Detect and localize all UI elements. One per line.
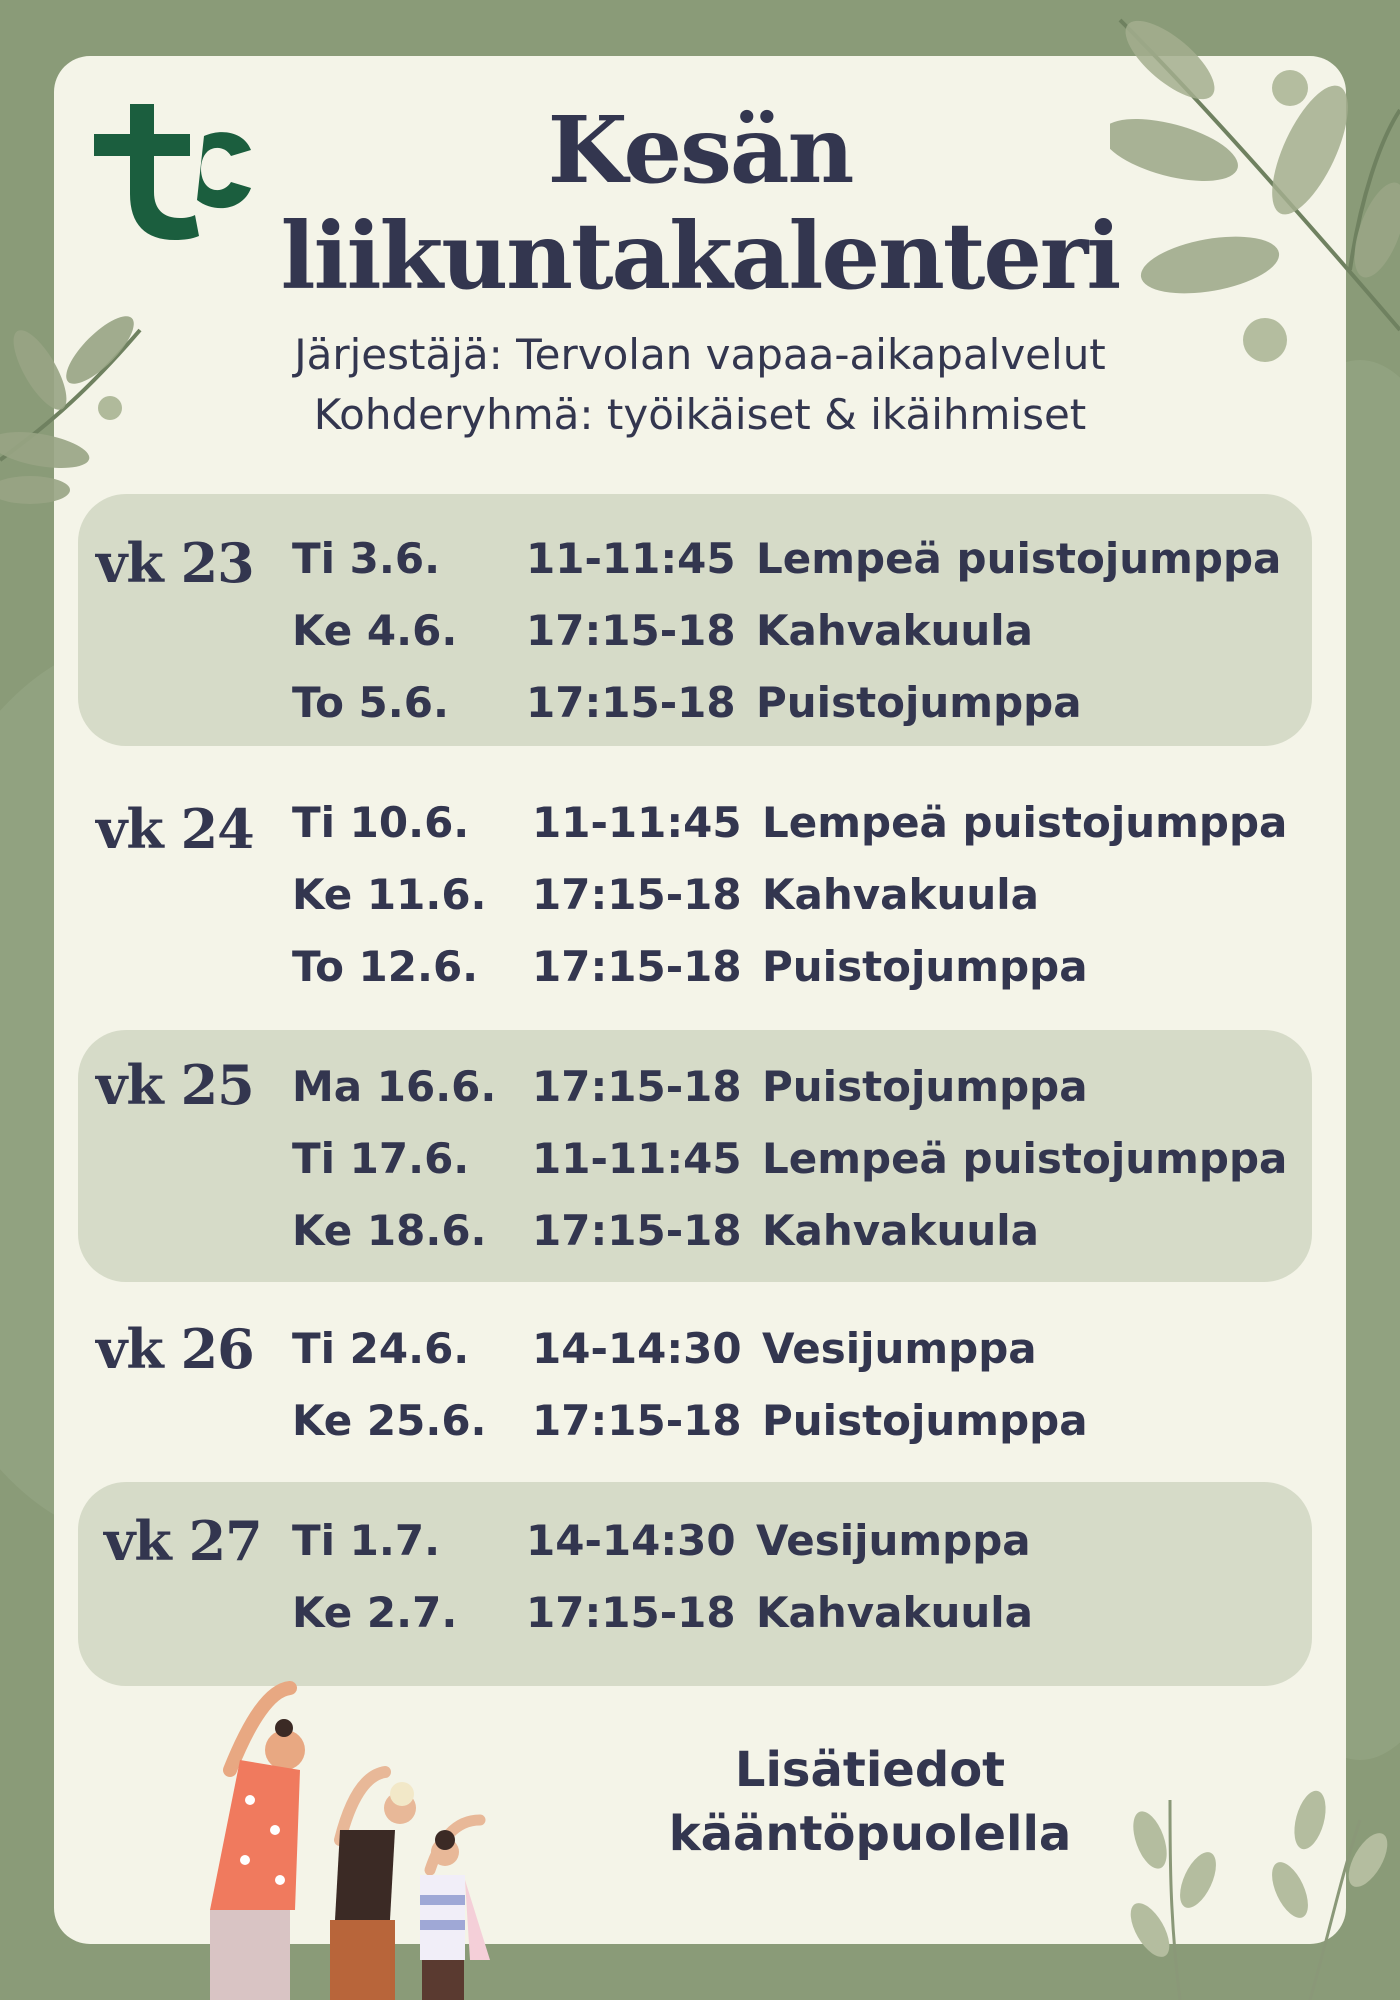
schedule-day: Ke 2.7. bbox=[292, 1588, 458, 1637]
schedule-activity: Puistojumppa bbox=[756, 678, 1082, 727]
schedule-activity: Lempeä puistojumppa bbox=[756, 534, 1282, 583]
schedule-activity: Puistojumppa bbox=[762, 942, 1088, 991]
schedule-activity: Lempeä puistojumppa bbox=[762, 1134, 1288, 1183]
schedule-time: 11-11:45 bbox=[526, 534, 736, 583]
page-title-line2: liikuntakalenteri bbox=[280, 202, 1120, 310]
schedule-time: 17:15-18 bbox=[526, 1588, 736, 1637]
schedule-activity: Vesijumppa bbox=[756, 1516, 1031, 1565]
schedule-day: Ti 10.6. bbox=[292, 798, 470, 847]
schedule-time: 11-11:45 bbox=[532, 1134, 742, 1183]
leaf-sprig-icon bbox=[1110, 1780, 1400, 2000]
schedule-day: Ma 16.6. bbox=[292, 1062, 497, 1111]
schedule-time: 17:15-18 bbox=[526, 606, 736, 655]
week-label: vk 24 bbox=[96, 797, 254, 861]
schedule-activity: Puistojumppa bbox=[762, 1062, 1088, 1111]
week-label: vk 25 bbox=[96, 1053, 254, 1117]
schedule-day: Ke 11.6. bbox=[292, 870, 487, 919]
week-label: vk 27 bbox=[104, 1509, 262, 1573]
schedule-time: 17:15-18 bbox=[532, 1062, 742, 1111]
exercising-people-illustration bbox=[190, 1680, 550, 2000]
week-label: vk 26 bbox=[96, 1317, 254, 1381]
schedule-activity: Kahvakuula bbox=[756, 606, 1033, 655]
schedule-time: 14-14:30 bbox=[526, 1516, 736, 1565]
schedule-activity: Vesijumppa bbox=[762, 1324, 1037, 1373]
more-info-line2: kääntöpuolella bbox=[668, 1806, 1072, 1862]
schedule-time: 11-11:45 bbox=[532, 798, 742, 847]
schedule-time: 17:15-18 bbox=[526, 678, 736, 727]
schedule-time: 17:15-18 bbox=[532, 870, 742, 919]
schedule-day: Ti 24.6. bbox=[292, 1324, 470, 1373]
schedule-day: Ti 1.7. bbox=[292, 1516, 441, 1565]
schedule-time: 17:15-18 bbox=[532, 1206, 742, 1255]
week-label: vk 23 bbox=[96, 531, 254, 595]
schedule-day: To 5.6. bbox=[292, 678, 449, 727]
schedule-time: 14-14:30 bbox=[532, 1324, 742, 1373]
schedule-day: Ke 4.6. bbox=[292, 606, 458, 655]
schedule-day: To 12.6. bbox=[292, 942, 479, 991]
target-group-text: Kohderyhmä: työikäiset & ikäihmiset bbox=[313, 390, 1087, 439]
schedule-activity: Kahvakuula bbox=[756, 1588, 1033, 1637]
schedule-day: Ke 18.6. bbox=[292, 1206, 487, 1255]
schedule-activity: Kahvakuula bbox=[762, 1206, 1039, 1255]
schedule-activity: Puistojumppa bbox=[762, 1396, 1088, 1445]
schedule-day: Ti 17.6. bbox=[292, 1134, 470, 1183]
schedule-time: 17:15-18 bbox=[532, 942, 742, 991]
more-info-line1: Lisätiedot bbox=[734, 1742, 1006, 1798]
schedule-day: Ke 25.6. bbox=[292, 1396, 487, 1445]
schedule-activity: Lempeä puistojumppa bbox=[762, 798, 1288, 847]
page-title-line1: Kesän bbox=[547, 96, 853, 204]
schedule-time: 17:15-18 bbox=[532, 1396, 742, 1445]
organizer-text: Järjestäjä: Tervolan vapaa-aikapalvelut bbox=[294, 330, 1106, 379]
schedule-activity: Kahvakuula bbox=[762, 870, 1039, 919]
week-band-27 bbox=[78, 1482, 1312, 1686]
schedule-day: Ti 3.6. bbox=[292, 534, 441, 583]
